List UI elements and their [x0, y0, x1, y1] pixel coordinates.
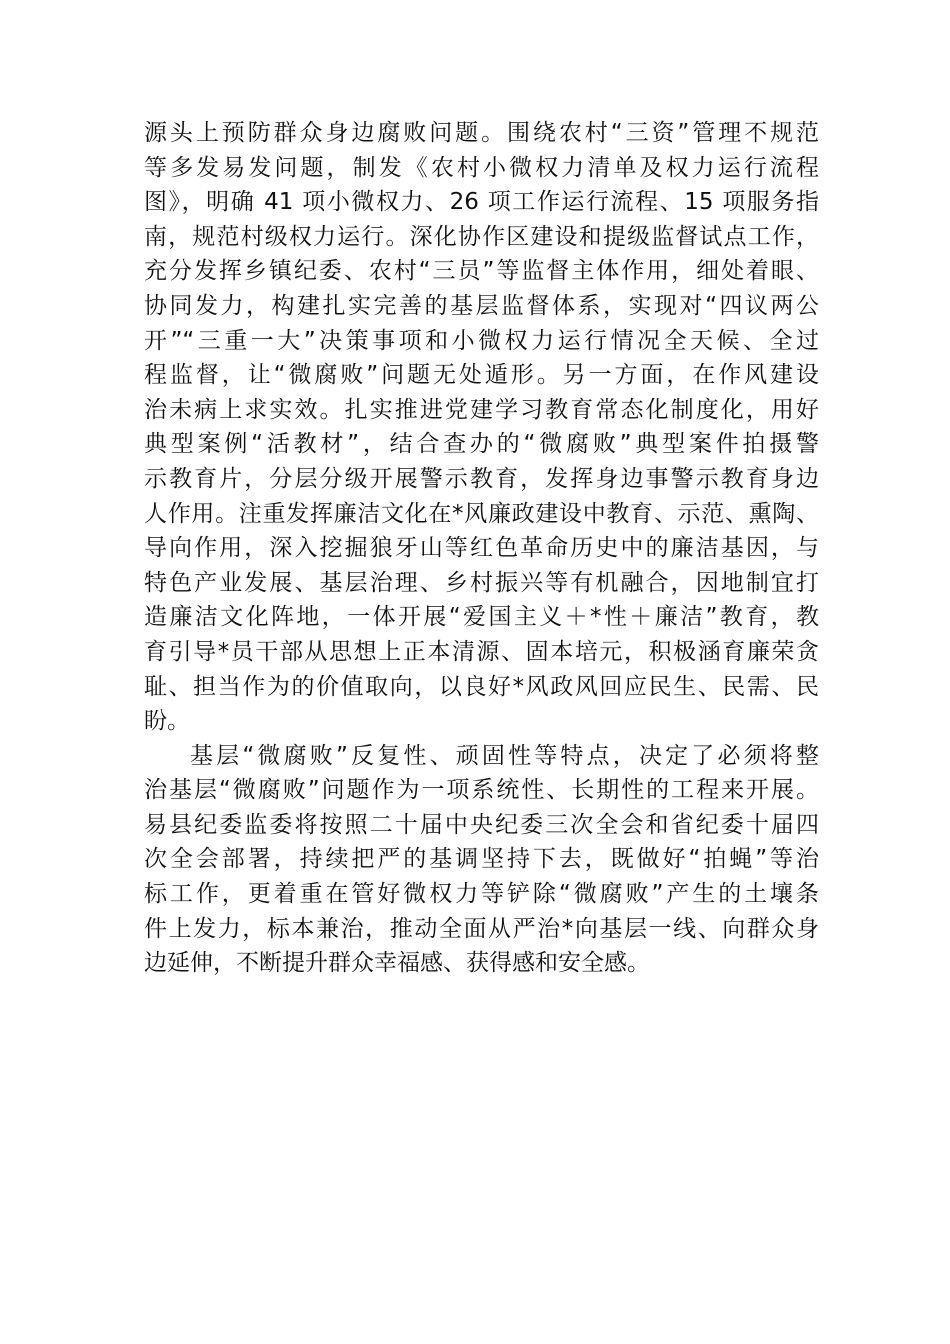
text-line: 源头上预防群众身边腐败问题。围绕农村“三资”管理不规范: [144, 120, 819, 146]
text-line: 南，规范村级权力运行。深化协作区建设和提级监督试点工作，: [144, 223, 819, 250]
text-line: 育引导*员干部从思想上正本清源、固本培元，积极涵育廉荣贪: [144, 638, 819, 665]
text-line: 标工作，更着重在管好微权力等铲除“微腐败”产生的土壤条: [144, 881, 819, 908]
text-line: 典型案例“活教材”，结合查办的“微腐败”典型案件拍摄警: [144, 431, 819, 458]
text-line: 图》，明确 41 项小微权力、26 项工作运行流程、15 项服务指: [144, 189, 819, 216]
text-line: 开”“三重一大”决策事项和小微权力运行情况全天候、全过: [144, 327, 819, 354]
text-line: 协同发力，构建扎实完善的基层监督体系，实现对“四议两公: [144, 292, 819, 319]
body-text: [144, 116, 819, 981]
text-line: 等多发易发问题，制发《农村小微权力清单及权力运行流程: [144, 154, 819, 181]
text-line: 次全会部署，持续把严的基调坚持下去，既做好“拍蝇”等治: [144, 846, 819, 873]
text-line: 程监督，让“微腐败”问题无处遁形。另一方面，在作风建设: [144, 362, 819, 389]
text-line: 导向作用，深入挖掘狼牙山等红色革命历史中的廉洁基因，与: [144, 535, 819, 562]
text-line: 人作用。注重发挥廉洁文化在*风廉政建设中教育、示范、熏陶、: [144, 500, 819, 527]
text-line: 基层“微腐败”反复性、顽固性等特点，决定了必须将整: [190, 742, 819, 769]
paragraph-1: [144, 116, 819, 739]
text-line: 示教育片，分层分级开展警示教育，发挥身边事警示教育身边: [144, 465, 819, 492]
text-line: 耻、担当作为的价值取向，以良好*风政风回应民生、民需、民: [144, 673, 819, 700]
text-line: 边延伸，不断提升群众幸福感、获得感和安全感。: [144, 950, 650, 977]
paragraph-2: [144, 739, 819, 981]
text-line: 治未病上求实效。扎实推进党建学习教育常态化制度化，用好: [144, 396, 819, 423]
text-line: 充分发挥乡镇纪委、农村“三员”等监督主体作用，细处着眼、: [144, 258, 819, 285]
text-line: 盼。: [144, 708, 190, 735]
text-line: 治基层“微腐败”问题作为一项系统性、长期性的工程来开展。: [144, 777, 819, 804]
text-line: 特色产业发展、基层治理、乡村振兴等有机融合，因地制宜打: [144, 569, 819, 596]
text-line: 易县纪委监委将按照二十届中央纪委三次全会和省纪委十届四: [144, 811, 819, 838]
text-line: 造廉洁文化阵地，一体开展“爱国主义＋*性＋廉洁”教育，教: [144, 604, 819, 631]
text-line: 件上发力，标本兼治，推动全面从严治*向基层一线、向群众身: [144, 915, 819, 942]
